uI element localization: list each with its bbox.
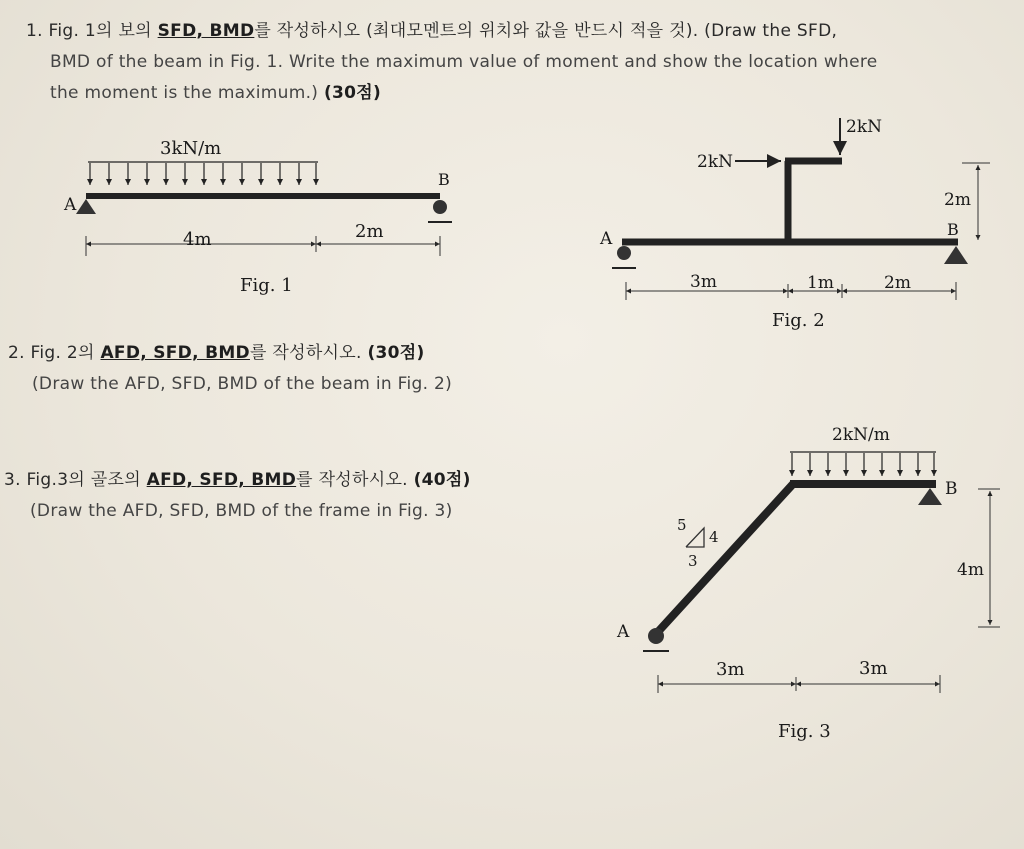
fig3-slope-triangle	[686, 528, 704, 547]
fig2-pin-support-B	[944, 246, 968, 264]
fig3-dim-4m: 4m	[957, 560, 984, 580]
fig3-inclined-member	[656, 484, 793, 634]
question-text: Fig. 1의 보의	[48, 21, 152, 41]
fig1-dim-4m: 4m	[183, 229, 212, 250]
question-text-en: BMD of the beam in Fig. 1. Write the maximum value of moment and show the location where	[50, 52, 878, 72]
question-text-en: (Draw the AFD, SFD, BMD of the beam in Fig. 2)	[32, 374, 453, 394]
question-number: 2.	[8, 343, 25, 363]
fig3-label-A: A	[617, 622, 630, 642]
fig-2	[599, 117, 990, 331]
underlined-terms: AFD, SFD, BMD	[100, 343, 250, 363]
fig1-distributed-load	[88, 162, 318, 185]
question-number: 3.	[4, 470, 21, 490]
fig3-dim-3m-right: 3m	[859, 658, 888, 679]
fig3-pin-support-B	[918, 488, 942, 505]
underlined-terms: SFD, BMD	[157, 21, 255, 41]
question-text-en: the moment is the maximum.)	[50, 83, 319, 103]
fig3-slope-hyp: 5	[677, 516, 687, 534]
fig2-dim-2m-vertical: 2m	[944, 190, 971, 210]
fig1-dimension	[86, 236, 440, 256]
points: (30점)	[323, 83, 382, 103]
fig2-dim-2m: 2m	[884, 273, 911, 293]
fig2-roller-support-A	[617, 246, 631, 260]
fig3-horizontal-dimension	[658, 675, 940, 693]
fig3-caption: Fig. 3	[778, 721, 831, 742]
question-text: 를 작성하시오.	[296, 470, 408, 490]
question-number: 1.	[26, 21, 43, 41]
fig2-label-A: A	[600, 229, 613, 249]
fig1-label-B: B	[438, 170, 450, 189]
fig3-dim-3m-left: 3m	[716, 659, 745, 680]
fig1-caption: Fig. 1	[240, 275, 293, 296]
fig-3	[616, 425, 1000, 742]
points: (40점)	[413, 470, 471, 490]
fig2-force-v-label: 2kN	[846, 117, 882, 137]
question-text: Fig.3의 골조의	[26, 470, 141, 490]
fig3-distributed-load	[790, 452, 936, 476]
underlined-terms: AFD, SFD, BMD	[146, 470, 297, 490]
question-text: 를 작성하시오 (최대모멘트의 위치와 값을 반드시 적을 것). (Draw the SFD,	[254, 21, 838, 41]
fig2-label-B: B	[947, 220, 959, 239]
fig2-caption: Fig. 2	[772, 310, 825, 331]
fig1-label-A: A	[64, 195, 77, 215]
fig3-slope-horizontal: 3	[688, 552, 698, 570]
fig1-pin-support-A	[76, 199, 96, 214]
fig3-slope-vertical: 4	[709, 528, 719, 546]
question-text: 를 작성하시오.	[249, 343, 362, 363]
fig3-load-label: 2kN/m	[832, 425, 890, 445]
fig2-force-h-label: 2kN	[697, 152, 733, 172]
question-text: Fig. 2의	[30, 343, 95, 363]
fig1-load-label: 3kN/m	[160, 138, 222, 159]
fig2-dim-1m: 1m	[807, 273, 834, 293]
question-text-en: (Draw the AFD, SFD, BMD of the frame in Fig. 3)	[30, 501, 453, 521]
fig2-dim-3m: 3m	[690, 272, 717, 292]
fig1-roller-support-B	[433, 200, 447, 214]
fig3-label-B: B	[945, 479, 958, 499]
fig-1	[63, 138, 452, 296]
points: (30점)	[367, 343, 425, 363]
fig3-roller-support-A	[648, 628, 664, 644]
fig1-dim-2m: 2m	[355, 221, 384, 242]
fig3-vertical-dimension	[978, 489, 1000, 627]
